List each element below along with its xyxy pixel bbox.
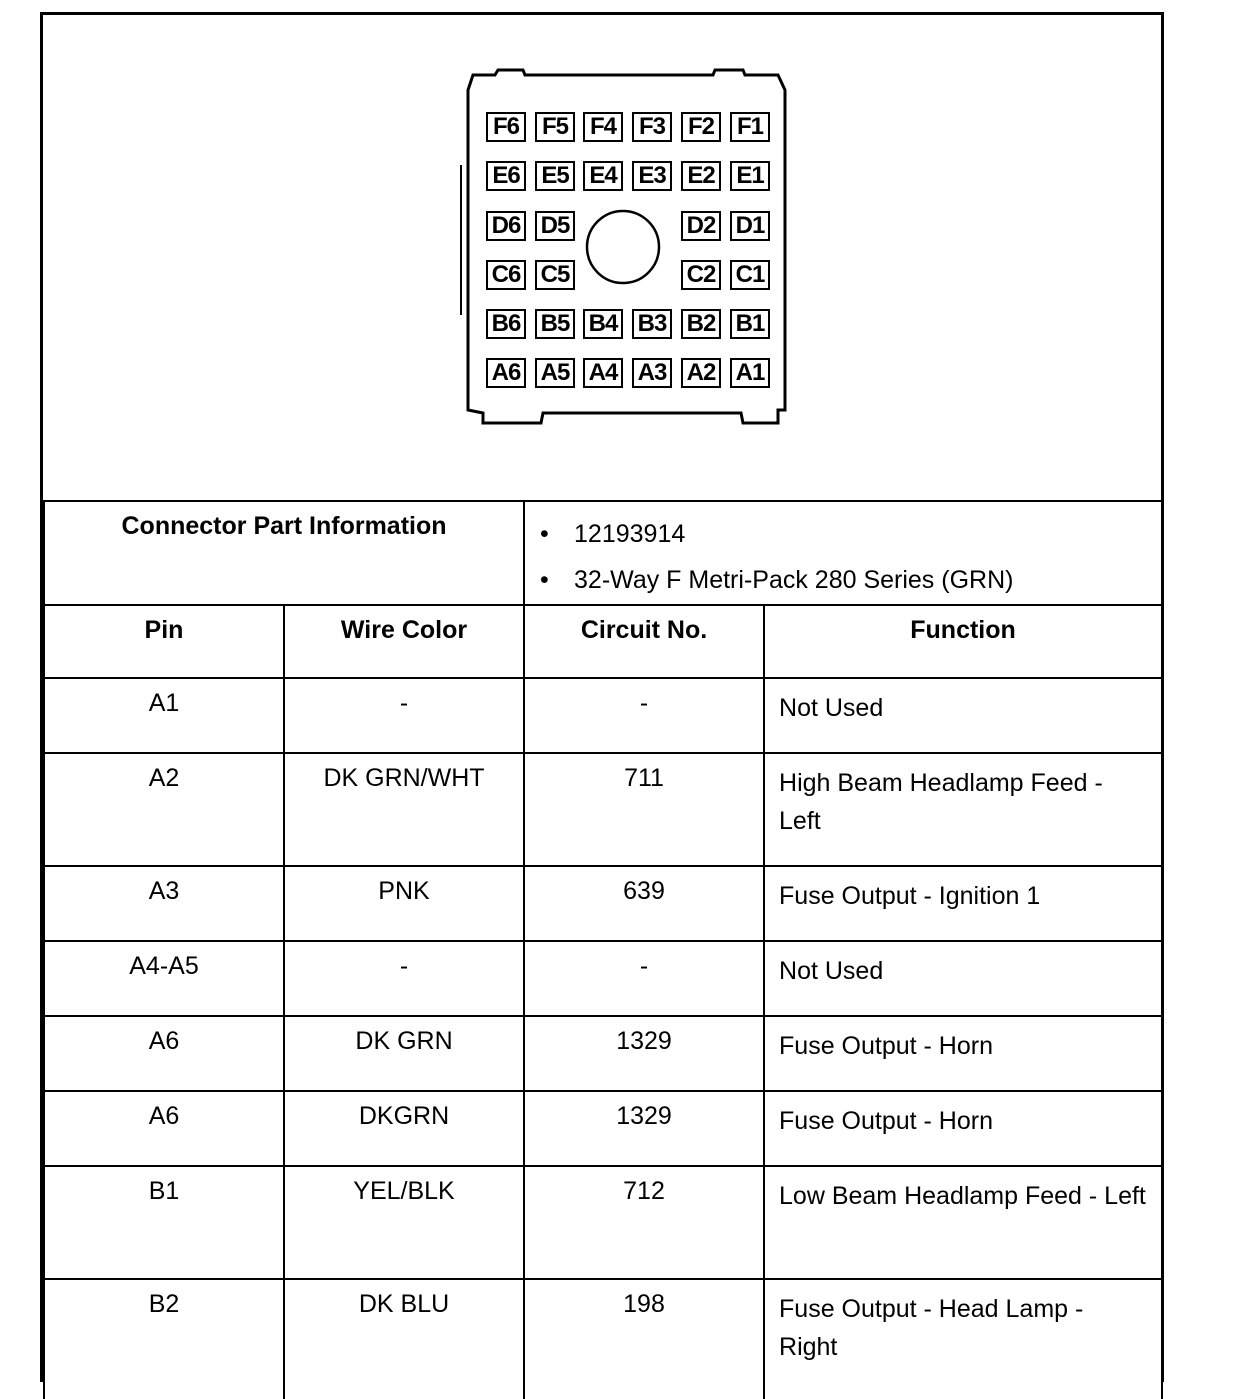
circuit-cell: 711: [524, 753, 764, 866]
wire-cell: YEL/BLK: [284, 1166, 524, 1279]
pin-label-f3: F3: [632, 112, 672, 142]
pin-label-a5: A5: [535, 358, 575, 388]
pin-label-f1: F1: [730, 112, 770, 142]
pin-label-e1: E1: [730, 161, 770, 191]
table-row: [44, 941, 1162, 1016]
part-number: • 12193914: [540, 511, 1160, 557]
pin-label-f2: F2: [681, 112, 721, 142]
keying-hole: [587, 211, 659, 283]
function-cell: High Beam Headlamp Feed - Left: [764, 753, 1162, 866]
function-cell: Not Used: [764, 941, 1162, 1016]
pin-label-c2: C2: [681, 260, 721, 290]
pin-cell: A2: [44, 753, 284, 866]
table-row: [44, 678, 1162, 753]
part-info-label: Connector Part Information: [44, 501, 524, 605]
table-row: [44, 866, 1162, 941]
pin-label-e5: E5: [535, 161, 575, 191]
function-cell: Fuse Output - Horn: [764, 1091, 1162, 1166]
circuit-cell: 198: [524, 1279, 764, 1399]
table-row: [44, 1091, 1162, 1166]
part-info-list: [524, 501, 1162, 605]
pin-cell: A6: [44, 1016, 284, 1091]
table-row: [44, 1279, 1162, 1399]
pin-label-e3: E3: [632, 161, 672, 191]
pin-label-a1: A1: [730, 358, 770, 388]
connector-diagram: [43, 15, 1161, 500]
pin-label-d2: D2: [681, 211, 721, 241]
wire-cell: DKGRN: [284, 1091, 524, 1166]
table-row: [44, 753, 1162, 866]
circuit-cell: 1329: [524, 1091, 764, 1166]
wire-cell: -: [284, 678, 524, 753]
pin-label-e2: E2: [681, 161, 721, 191]
table-header-row: [44, 605, 1162, 678]
header-pin: Pin: [44, 605, 284, 678]
pin-label-a6: A6: [486, 358, 526, 388]
pin-label-e6: E6: [486, 161, 526, 191]
circuit-cell: 639: [524, 866, 764, 941]
pin-label-a2: A2: [681, 358, 721, 388]
pin-label-a3: A3: [632, 358, 672, 388]
pin-label-c6: C6: [486, 260, 526, 290]
part-series: • 32-Way F Metri-Pack 280 Series (GRN): [540, 557, 1160, 603]
pin-cell: A6: [44, 1091, 284, 1166]
table-row: [44, 1016, 1162, 1091]
pin-label-b4: B4: [583, 309, 623, 339]
connector-outline: [43, 15, 1161, 500]
pin-label-d1: D1: [730, 211, 770, 241]
pin-label-b6: B6: [486, 309, 526, 339]
pin-cell: A1: [44, 678, 284, 753]
function-cell: Fuse Output - Horn: [764, 1016, 1162, 1091]
header-circuit: Circuit No.: [524, 605, 764, 678]
circuit-cell: 1329: [524, 1016, 764, 1091]
wire-cell: DK GRN/WHT: [284, 753, 524, 866]
pin-label-c1: C1: [730, 260, 770, 290]
function-cell: Fuse Output - Ignition 1: [764, 866, 1162, 941]
pin-label-b3: B3: [632, 309, 672, 339]
pin-label-c5: C5: [535, 260, 575, 290]
header-wire-color: Wire Color: [284, 605, 524, 678]
wire-cell: PNK: [284, 866, 524, 941]
pin-label-a4: A4: [583, 358, 623, 388]
pin-label-d5: D5: [535, 211, 575, 241]
wire-cell: DK GRN: [284, 1016, 524, 1091]
pin-label-b2: B2: [681, 309, 721, 339]
table-row: [44, 1166, 1162, 1279]
wire-cell: -: [284, 941, 524, 1016]
pin-cell: B1: [44, 1166, 284, 1279]
pin-label-f6: F6: [486, 112, 526, 142]
pinout-table: [43, 500, 1163, 1399]
pin-cell: B2: [44, 1279, 284, 1399]
function-cell: Fuse Output - Head Lamp - Right: [764, 1279, 1162, 1399]
function-cell: Not Used: [764, 678, 1162, 753]
pin-cell: A4-A5: [44, 941, 284, 1016]
function-cell: Low Beam Headlamp Feed - Left: [764, 1166, 1162, 1279]
wire-cell: DK BLU: [284, 1279, 524, 1399]
circuit-cell: -: [524, 678, 764, 753]
circuit-cell: 712: [524, 1166, 764, 1279]
pin-label-b1: B1: [730, 309, 770, 339]
pin-label-e4: E4: [583, 161, 623, 191]
pin-label-f4: F4: [583, 112, 623, 142]
pin-label-b5: B5: [535, 309, 575, 339]
pin-cell: A3: [44, 866, 284, 941]
pin-label-d6: D6: [486, 211, 526, 241]
pin-label-f5: F5: [535, 112, 575, 142]
circuit-cell: -: [524, 941, 764, 1016]
header-function: Function: [764, 605, 1162, 678]
